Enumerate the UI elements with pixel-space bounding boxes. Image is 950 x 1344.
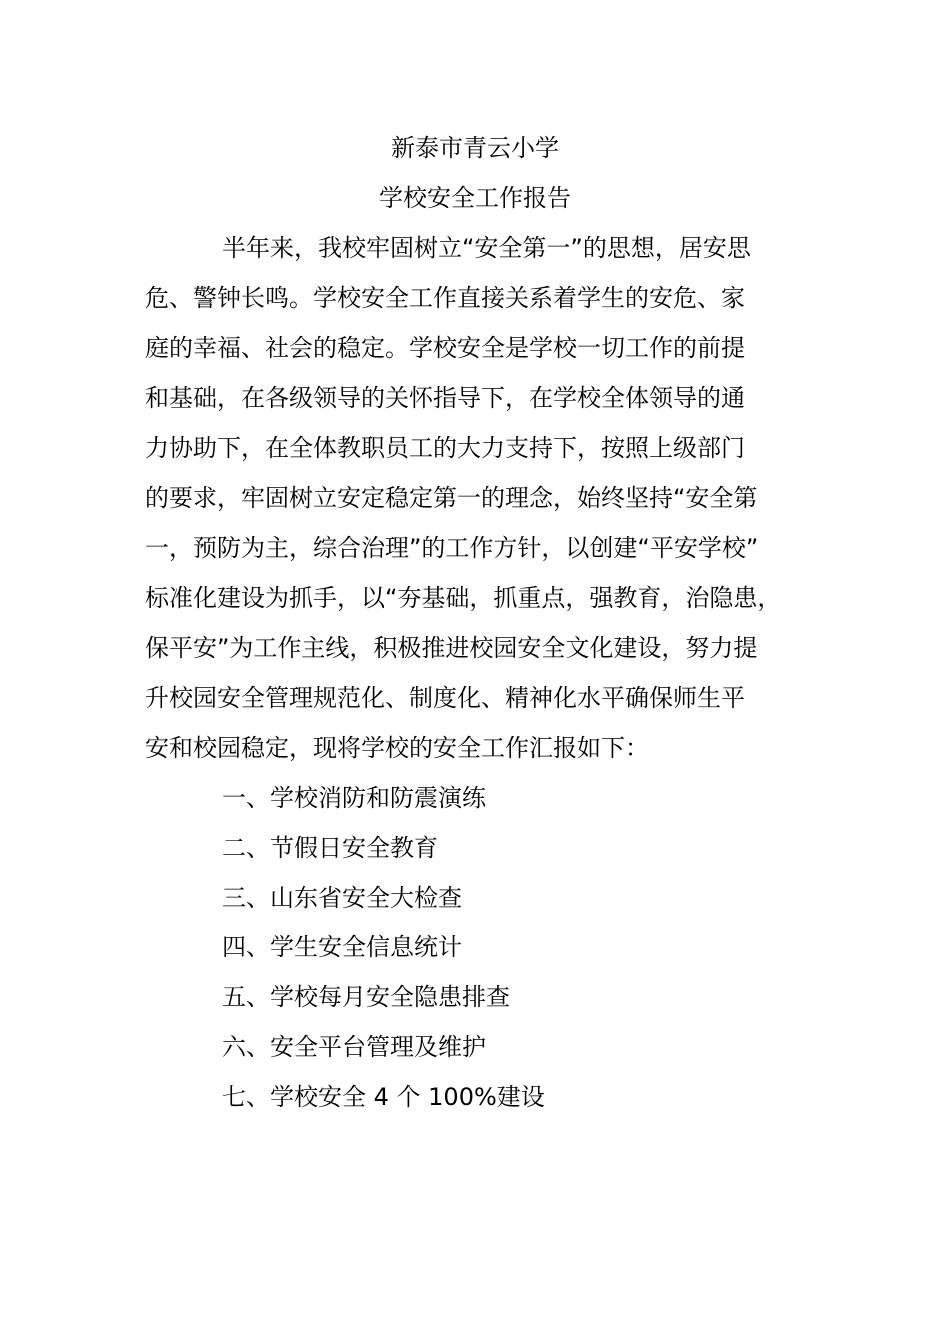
body-line: 力协助下，在全体教职员工的大力支持下，按照上级部门 [145, 434, 745, 462]
body-line: 保平安”为工作主线，积极推进校园安全文化建设，努力提 [145, 634, 758, 662]
body-line: 的要求，牢固树立安定稳定第一的理念，始终坚持“安全第 [145, 484, 758, 512]
body-line: 标准化建设为抓手，以“夯基础，抓重点，强教育，治隐患， [145, 584, 782, 612]
body-line: 危、警钟长鸣。学校安全工作直接关系着学生的安危、家 [145, 284, 745, 312]
body-line: 一，预防为主，综合治理”的工作方针，以创建“平安学校” [145, 534, 759, 562]
body-line: 和基础，在各级领导的关怀指导下，在学校全体领导的通 [145, 384, 745, 412]
list-item: 七、学校安全 4 个 100%建设 [222, 1083, 545, 1111]
list-item: 五、学校每月安全隐患排查 [222, 983, 510, 1011]
body-line: 安和校园稳定，现将学校的安全工作汇报如下： [145, 734, 649, 762]
school-name-heading: 新泰市青云小学 [391, 134, 559, 162]
body-line: 半年来，我校牢固树立“安全第一”的思想，居安思 [222, 234, 751, 262]
list-item: 二、节假日安全教育 [222, 834, 438, 862]
list-item: 一、学校消防和防震演练 [222, 784, 486, 812]
body-line: 升校园安全管理规范化、制度化、精神化水平确保师生平 [145, 684, 745, 712]
list-item: 六、安全平台管理及维护 [222, 1033, 486, 1061]
list-item: 四、学生安全信息统计 [222, 933, 462, 961]
list-item: 三、山东省安全大检查 [222, 884, 462, 912]
report-title-heading: 学校安全工作报告 [379, 184, 571, 212]
body-line: 庭的幸福、社会的稳定。学校安全是学校一切工作的前提 [145, 334, 745, 362]
